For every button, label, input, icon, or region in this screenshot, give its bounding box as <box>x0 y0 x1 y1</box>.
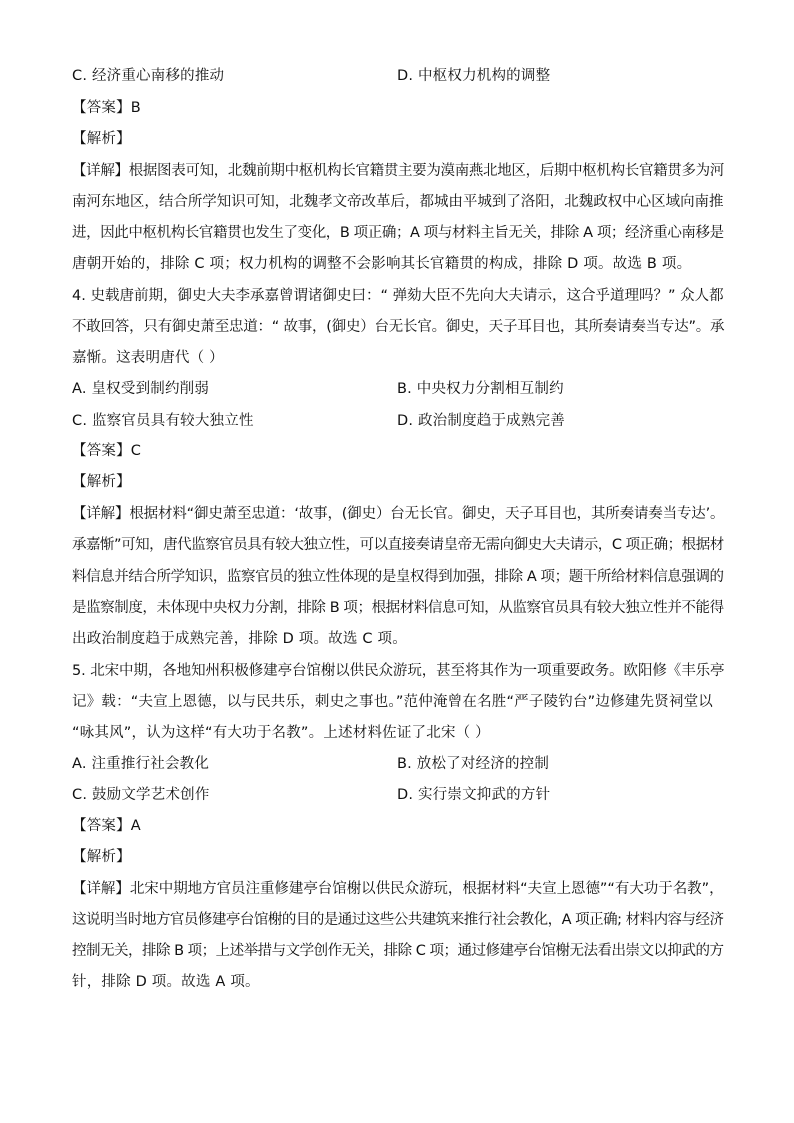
q4-detail-line: 承嘉惭”可知，唐代监察官员具有较大独立性，可以直接奏请皇帝无需向御史大夫请示，C 项正确；根据材 <box>72 537 724 553</box>
q4-option-d: D. 政治制度趋于成熟完善 <box>397 413 565 429</box>
q5-option-c: C. 鼓励文学艺术创作 <box>72 787 210 803</box>
q4-detail-line: 出政治制度趋于成熟完善，排除 D 项。故选 C 项。 <box>72 631 407 647</box>
q4-detail-line: 料信息并结合所学知识，监察官员的独立性体现的是皇权得到加强，排除 A 项；题干所给材料信息强调的 <box>72 569 724 585</box>
q5-option-d: D. 实行崇文抑武的方针 <box>397 787 551 803</box>
q5-analysis-label: 【解析】 <box>72 849 131 865</box>
q4-analysis-label: 【解析】 <box>72 474 131 490</box>
q3-detail-line: 南河东地区，结合所学知识可知，北魏孝文帝改革后，都城由平城到了洛阳，北魏政权中心区域向南推 <box>72 194 724 210</box>
q3-option-c: C. 经济重心南移的推动 <box>72 68 225 84</box>
q5-stem-line: 5. 北宋中期，各地知州积极修建亭台馆榭以供民众游玩，甚至将其作为一项重要政务。欧阳修《丰乐亭 <box>72 663 725 679</box>
q3-answer: 【答案】B <box>72 100 141 116</box>
q4-detail-line: 【详解】根据材料“御史萧至忠道：‘故事，(御史）台无长官。御史，天子耳目也，其所奏请奏当专达’。 <box>72 506 725 522</box>
q4-answer: 【答案】C <box>72 443 142 459</box>
q5-option-b: B. 放松了对经济的控制 <box>397 756 550 772</box>
q3-detail-line: 【详解】根据图表可知，北魏前期中枢机构长官籍贯主要为漠南燕北地区，后期中枢机构长官籍贯多为河 <box>72 163 724 179</box>
q5-answer: 【答案】A <box>72 818 141 834</box>
q4-stem-line: 不敢回答，只有御史萧至忠道：“ 故事，(御史）台无长官。御史，天子耳目也，其所奏请奏当专达”。承 <box>72 319 725 335</box>
q3-detail-line: 唐朝开始的，排除 C 项；权力机构的调整不会影响其长官籍贯的构成，排除 D 项。故选 B 项。 <box>72 256 692 272</box>
q5-stem-line: 记》载：“夫宣上恩德，以与民共乐，刺史之事也。”范仲淹曾在名胜“严子陵钓台”边修建先贤祠堂以 <box>72 694 713 710</box>
q5-detail-line: 【详解】北宋中期地方官员注重修建亭台馆榭以供民众游玩，根据材料“夫宣上恩德”“有大功于名教”， <box>72 881 724 897</box>
q4-option-c: C. 监察官员具有较大独立性 <box>72 413 254 429</box>
q5-detail-line: 这说明当时地方官员修建亭台馆榭的目的是通过这些公共建筑来推行社会教化，A 项正确; 材料内容与经济 <box>72 912 724 928</box>
q5-detail-line: 针，排除 D 项。故选 A 项。 <box>72 974 260 990</box>
q5-detail-line: 控制无关，排除 B 项；上述举措与文学创作无关，排除 C 项；通过修建亭台馆榭无法看出崇文以抑武的方 <box>72 943 724 959</box>
q4-option-a: A. 皇权受到制约削弱 <box>72 381 210 397</box>
q3-detail-line: 进，因此中枢机构长官籍贯也发生了变化，B 项正确；A 项与材料主旨无关，排除 A 项；经济重心南移是 <box>72 225 724 241</box>
q4-option-b: B. 中央权力分割相互制约 <box>397 381 564 397</box>
q4-stem-line: 嘉惭。这表明唐代（ ） <box>72 350 224 366</box>
q4-detail-line: 是监察制度，未体现中央权力分割，排除 B 项；根据材料信息可知，从监察官员具有较大独立性并不能得 <box>72 600 724 616</box>
q5-option-a: A. 注重推行社会教化 <box>72 756 210 772</box>
q3-option-d: D. 中枢权力机构的调整 <box>397 68 551 84</box>
q3-analysis-label: 【解析】 <box>72 131 131 147</box>
q4-stem-line: 4. 史载唐前期，御史大夫李承嘉曾谓诸御史曰：“ 弹劾大臣不先向大夫请示，这合乎道理吗？” 众人都 <box>72 288 724 304</box>
q5-stem-line: “咏其风”，认为这样“有大功于名教”。上述材料佐证了北宋（ ） <box>72 725 490 741</box>
